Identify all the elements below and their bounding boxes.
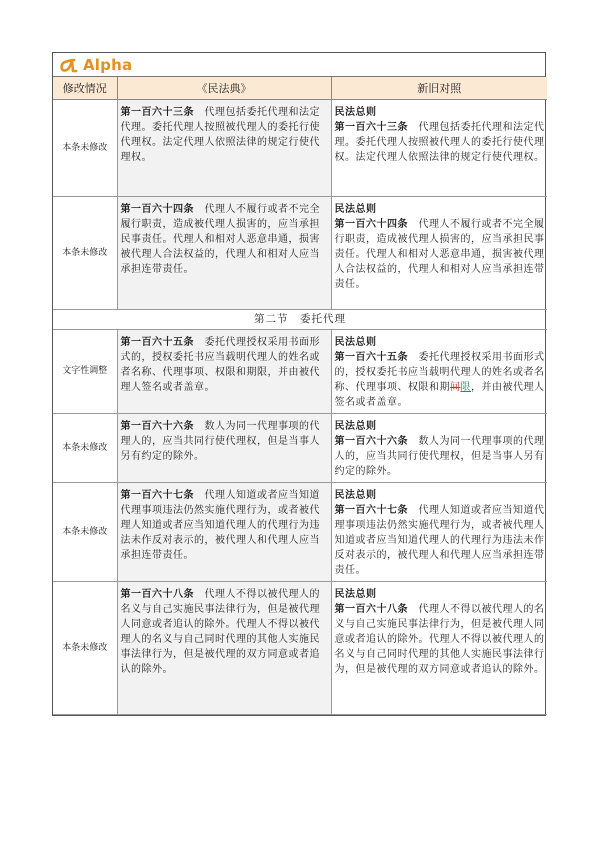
brand-name: Alpha	[83, 55, 133, 74]
source-tag: 民法总则	[334, 421, 377, 432]
section-title: 第二节 委托代理	[53, 310, 547, 330]
table-header-row	[53, 77, 547, 100]
table-row	[53, 100, 547, 197]
article-text: ，并由被代理人签名或者盖章。	[334, 382, 545, 408]
article-text: 代理包括委托代理和法定代理。委托代理人按照被代理人的委托行使代理权。法定代理人依照法律的规定行使代理权。	[334, 122, 545, 163]
table-row	[53, 414, 547, 483]
row-status: 本条未修改	[53, 582, 117, 715]
old-cell	[117, 330, 331, 414]
deleted-text: 间	[450, 382, 461, 393]
header-old-code: 《民法典》	[117, 77, 331, 100]
article-text: 代理人不得以被代理人的名义与自己实施民事法律行为，但是被代理人同意或者追认的除外。代理人不得以被代理人的名义与自己同时代理的其他人实施民事法律行为，但是被代理的双方同意或者追认的除外。	[120, 589, 320, 675]
article-number: 第一百六十七条	[120, 490, 194, 501]
old-cell	[117, 100, 331, 197]
article-text: 委托代理授权采用书面形式的，授权委托书应当载明代理人的姓名或者名称、代理事项、权限和期	[334, 352, 545, 393]
inserted-text: 限	[460, 382, 471, 393]
article-number: 第一百六十五条	[334, 352, 408, 363]
article-number: 第一百六十三条	[120, 107, 194, 118]
comparison-table	[53, 77, 547, 715]
row-status: 本条未修改	[53, 414, 117, 483]
table-row	[53, 330, 547, 414]
source-tag: 民法总则	[334, 490, 377, 501]
article-text: 代理人不履行或者不完全履行职责，造成被代理人损害的，应当承担民事责任。代理人和相对人恶意串通，损害被代理人合法权益的，代理人和相对人应当承担连带责任。	[120, 204, 320, 275]
article-number: 第一百六十八条	[334, 604, 408, 615]
article-text: 数人为同一代理事项的代理人的，应当共同行使代理权，但是当事人另有约定的除外。	[334, 436, 545, 477]
source-tag: 民法总则	[334, 337, 377, 348]
source-tag: 民法总则	[334, 589, 377, 600]
comparison-document	[52, 52, 546, 716]
article-text: 代理包括委托代理和法定代理。委托代理人按照被代理人的委托行使代理权。法定代理人依照法律的规定行使代理权。	[120, 107, 320, 163]
article-text: 代理人知道或者应当知道代理事项违法仍然实施代理行为，或者被代理人知道或者应当知道代理人的代理行为违法未作反对表示的，被代理人和代理人应当承担连带责任。	[334, 505, 545, 576]
old-cell	[117, 197, 331, 310]
row-status: 文字性调整	[53, 330, 117, 414]
new-cell	[331, 582, 547, 715]
article-number: 第一百六十四条	[120, 204, 194, 215]
article-number: 第一百六十三条	[334, 122, 408, 133]
new-cell	[331, 483, 547, 582]
table-row	[53, 582, 547, 715]
new-cell	[331, 414, 547, 483]
new-cell	[331, 197, 547, 310]
new-cell	[331, 100, 547, 197]
source-tag: 民法总则	[334, 204, 377, 215]
article-number: 第一百六十五条	[120, 337, 194, 348]
table-row	[53, 483, 547, 582]
row-status: 本条未修改	[53, 483, 117, 582]
brand-header	[53, 53, 545, 77]
article-text: 代理人知道或者应当知道代理事项违法仍然实施代理行为，或者被代理人知道或者应当知道代理人的代理行为违法未作反对表示的，被代理人和代理人应当承担连带责任。	[120, 490, 320, 561]
old-cell	[117, 483, 331, 582]
article-number: 第一百六十六条	[120, 421, 194, 432]
alpha-logo-icon	[59, 57, 79, 73]
table-row	[53, 197, 547, 310]
article-text: 代理人不得以被代理人的名义与自己实施民事法律行为，但是被代理人同意或者追认的除外。代理人不得以被代理人的名义与自己同时代理的其他人实施民事法律行为，但是被代理的双方同意或者追认的除外。	[334, 604, 545, 675]
article-text: 数人为同一代理事项的代理人的，应当共同行使代理权，但是当事人另有约定的除外。	[120, 421, 320, 462]
article-text: 代理人不履行或者不完全履行职责，造成被代理人损害的，应当承担民事责任。代理人和相对人恶意串通，损害被代理人合法权益的，代理人和相对人应当承担连带责任。	[334, 219, 545, 290]
article-number: 第一百六十八条	[120, 589, 194, 600]
article-number: 第一百六十四条	[334, 219, 408, 230]
article-text: 委托代理授权采用书面形式的，授权委托书应当载明代理人的姓名或者名称、代理事项、权限和期限，并由被代理人签名或者盖章。	[120, 337, 320, 393]
article-number: 第一百六十六条	[334, 436, 408, 447]
article-number: 第一百六十七条	[334, 505, 408, 516]
row-status: 本条未修改	[53, 197, 117, 310]
old-cell	[117, 582, 331, 715]
row-status: 本条未修改	[53, 100, 117, 197]
old-cell	[117, 414, 331, 483]
header-status: 修改情况	[53, 77, 117, 100]
header-new-old-compare: 新旧对照	[331, 77, 547, 100]
source-tag: 民法总则	[334, 107, 377, 118]
section-row	[53, 310, 547, 330]
new-cell	[331, 330, 547, 414]
